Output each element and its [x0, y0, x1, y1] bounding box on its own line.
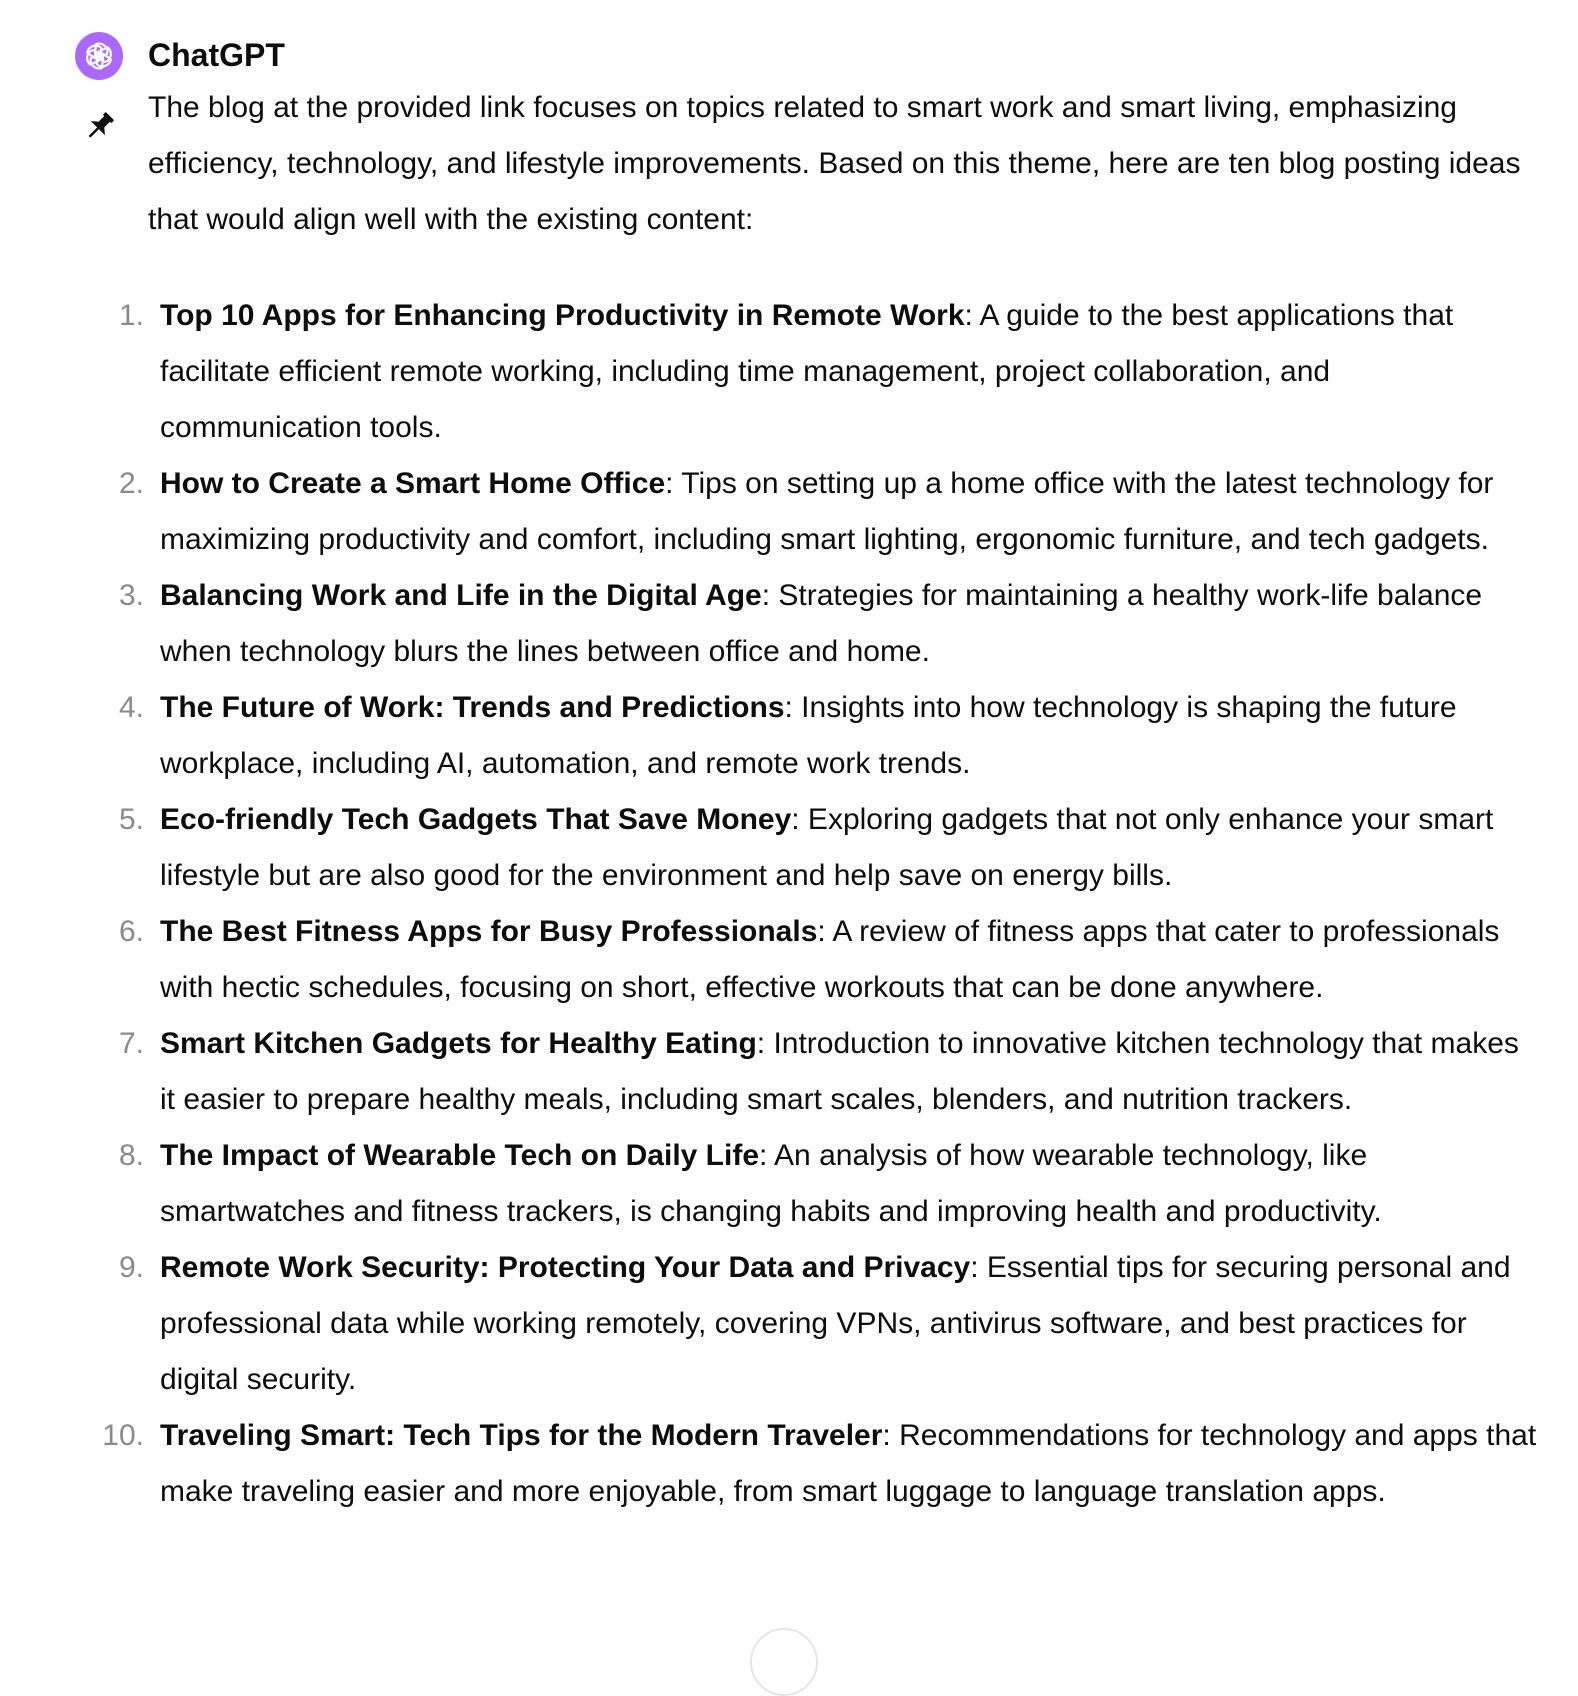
- list-item-number: 1.: [118, 299, 144, 332]
- pin-icon[interactable]: [82, 108, 118, 144]
- list-item-title: How to Create a Smart Home Office: [160, 467, 666, 500]
- list-item: [0, 288, 1540, 456]
- list-item-number: 10.: [102, 1419, 144, 1452]
- list-item: [0, 456, 1540, 568]
- list-item-title: Eco-friendly Tech Gadgets That Save Money: [160, 803, 792, 836]
- list-item-description: : Introduction to innovative kitchen technology that makes it easier to prepare healthy meals, including smart scales, blenders, and nutrition trackers.: [160, 1027, 1519, 1116]
- list-item-title: The Best Fitness Apps for Busy Professionals: [160, 915, 818, 948]
- list-item-number: 7.: [118, 1027, 144, 1060]
- list-item-description: : A review of fitness apps that cater to professionals with hectic schedules, focusing on short, effective workouts that can be done anywhere.: [160, 915, 1500, 1004]
- list-item: [0, 1408, 1540, 1520]
- blog-ideas-list: [0, 288, 1578, 1520]
- list-item-description: : Essential tips for securing personal and professional data while working remotely, covering VPNs, antivirus software, and best practices for digital security.: [160, 1251, 1511, 1396]
- list-item-title: Remote Work Security: Protecting Your Data and Privacy: [160, 1251, 971, 1284]
- list-item-description: : Insights into how technology is shaping the future workplace, including AI, automation, and remote work trends.: [160, 691, 1457, 780]
- list-item: [0, 792, 1540, 904]
- list-item: [0, 1128, 1540, 1240]
- list-item-description: : Strategies for maintaining a healthy work-life balance when technology blurs the lines between office and home.: [160, 579, 1483, 668]
- list-item: [0, 1240, 1540, 1408]
- list-item-number: 2.: [118, 467, 144, 500]
- list-item-number: 3.: [118, 579, 144, 612]
- list-item-title: The Impact of Wearable Tech on Daily Life: [160, 1139, 760, 1172]
- list-item: [0, 1016, 1540, 1128]
- list-item-number: 5.: [118, 803, 144, 836]
- list-item: [0, 568, 1540, 680]
- list-item-description: : Tips on setting up a home office with the latest technology for maximizing productivity and comfort, including smart lighting, ergonomic furniture, and tech gadgets.: [160, 467, 1494, 556]
- list-item-description: : Recommendations for technology and apps that make traveling easier and more enjoyable, from smart luggage to language translation apps.: [160, 1419, 1537, 1508]
- list-item-number: 9.: [118, 1251, 144, 1284]
- list-item-description: : Exploring gadgets that not only enhance your smart lifestyle but are also good for the environment and help save on energy bills.: [160, 803, 1494, 892]
- scroll-to-bottom-button[interactable]: [750, 1628, 818, 1696]
- list-item-number: 6.: [118, 915, 144, 948]
- list-item-title: Balancing Work and Life in the Digital Age: [160, 579, 762, 612]
- chatgpt-avatar: [75, 32, 123, 80]
- list-item-title: Smart Kitchen Gadgets for Healthy Eating: [160, 1027, 757, 1060]
- list-item-number: 4.: [118, 691, 144, 724]
- list-item: [0, 904, 1540, 1016]
- list-item-description: : A guide to the best applications that facilitate efficient remote working, including time management, project collaboration, and communication tools.: [160, 299, 1454, 444]
- list-item-number: 8.: [118, 1139, 144, 1172]
- message-author: ChatGPT: [148, 37, 285, 73]
- openai-logo-icon: [82, 39, 116, 73]
- message-intro: The blog at the provided link focuses on topics related to smart work and smart living, emphasizing efficiency, technology, and lifestyle improvements. Based on this theme, here are ten blog posting ideas that would align well with the existing content:: [148, 91, 1521, 236]
- list-item: [0, 680, 1540, 792]
- list-item-title: The Future of Work: Trends and Predictions: [160, 691, 785, 724]
- list-item-description: : An analysis of how wearable technology, like smartwatches and fitness trackers, is changing habits and improving health and productivity.: [160, 1139, 1382, 1228]
- list-item-title: Top 10 Apps for Enhancing Productivity in Remote Work: [160, 299, 965, 332]
- list-item-title: Traveling Smart: Tech Tips for the Modern Traveler: [160, 1419, 883, 1452]
